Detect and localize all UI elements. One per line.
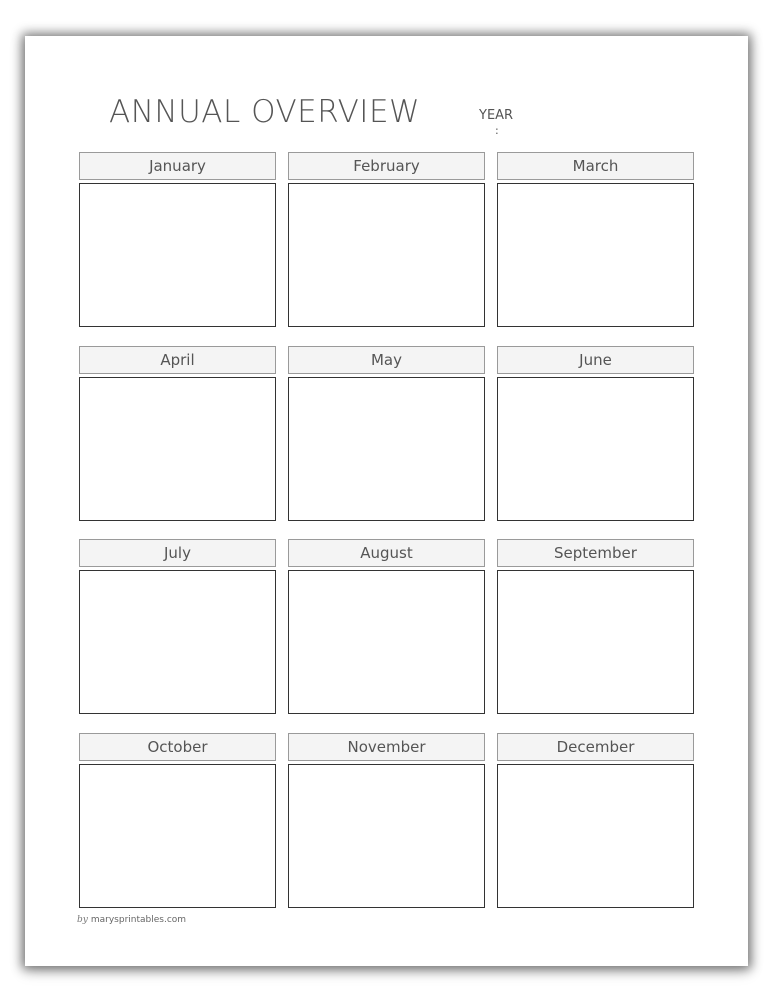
month-header: October [79, 733, 276, 761]
month-header: December [497, 733, 694, 761]
month-notes-box[interactable] [288, 570, 485, 714]
month-notes-box[interactable] [497, 570, 694, 714]
footer-by: by [77, 915, 88, 925]
page-title: ANNUAL OVERVIEW [109, 94, 421, 130]
month-notes-box[interactable] [79, 377, 276, 521]
month-notes-box[interactable] [79, 764, 276, 908]
footer-credit [77, 915, 186, 925]
month-notes-box[interactable] [288, 764, 485, 908]
month-march [497, 152, 694, 327]
month-september [497, 539, 694, 714]
month-notes-box[interactable] [497, 183, 694, 327]
month-header: March [497, 152, 694, 180]
month-header: July [79, 539, 276, 567]
year-colon: : [495, 124, 499, 137]
month-notes-box[interactable] [79, 183, 276, 327]
month-notes-box[interactable] [288, 183, 485, 327]
month-january [79, 152, 276, 327]
month-header: January [79, 152, 276, 180]
month-june [497, 346, 694, 521]
month-notes-box[interactable] [288, 377, 485, 521]
month-october [79, 733, 276, 908]
planner-page [25, 36, 748, 966]
month-header: June [497, 346, 694, 374]
month-april [79, 346, 276, 521]
month-header: May [288, 346, 485, 374]
month-august [288, 539, 485, 714]
month-november [288, 733, 485, 908]
month-header: November [288, 733, 485, 761]
month-may [288, 346, 485, 521]
month-notes-box[interactable] [79, 570, 276, 714]
month-header: September [497, 539, 694, 567]
month-header: April [79, 346, 276, 374]
month-header: August [288, 539, 485, 567]
footer-site: marysprintables.com [90, 915, 187, 925]
month-february [288, 152, 485, 327]
month-july [79, 539, 276, 714]
month-header: February [288, 152, 485, 180]
month-notes-box[interactable] [497, 764, 694, 908]
month-december [497, 733, 694, 908]
month-notes-box[interactable] [497, 377, 694, 521]
year-label: YEAR [479, 108, 514, 123]
